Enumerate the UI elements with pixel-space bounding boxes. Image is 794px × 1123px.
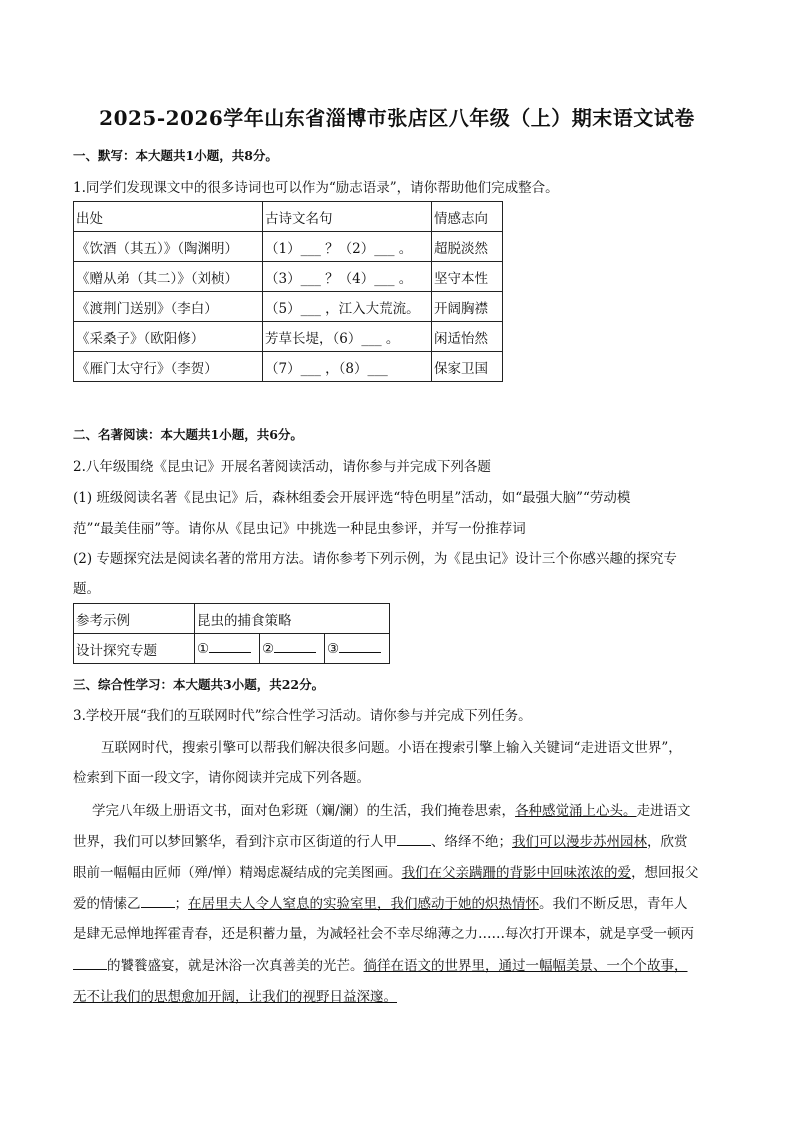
cell-emotion: 开阔胸襟 xyxy=(432,292,503,322)
cell-source: 《渡荆门送别》（李白） xyxy=(74,292,263,322)
underlined-sentence: 我们可以漫步苏州园林 xyxy=(512,834,647,850)
example-value: 昆虫的捕食策略 xyxy=(195,604,390,634)
cell-emotion: 闲适怡然 xyxy=(432,322,503,352)
passage-text: 走进语文 xyxy=(636,803,691,819)
section1-heading: 一、默写：本大题共1小题，共8分。 xyxy=(73,148,278,163)
cell-quote: 芳草长堤，（6）___ 。 xyxy=(263,322,432,352)
passage-text: 学完八年级上册语文书，面对色彩斑（斓/澜）的生活，我们掩卷思索， xyxy=(92,803,516,819)
passage-text: 的饕餮盛宴，就是沐浴一次真善美的光芒。 xyxy=(107,958,364,974)
topic-marker: ① xyxy=(197,641,210,657)
header-quote: 古诗文名句 xyxy=(263,202,432,232)
passage-text: 世界，我们可以梦回繁华，看到汴京市区街道的行人甲 xyxy=(73,834,397,850)
topic-cell[interactable] xyxy=(325,634,390,664)
passage-text: ，想回报父 xyxy=(631,865,699,881)
table-row xyxy=(74,352,503,382)
table-row xyxy=(74,604,390,634)
table-row xyxy=(74,262,503,292)
cell-quote: （7）___ ，（8）___ xyxy=(263,352,432,382)
table-header-row xyxy=(74,202,503,232)
cell-quote: （1）___ ？（2）___ 。 xyxy=(263,232,432,262)
underlined-sentence: 各种感觉涌上心头。 xyxy=(515,803,637,819)
underlined-sentence: 我们在父亲蹒跚的背影中回味浓浓的爱 xyxy=(401,865,632,881)
cell-source: 《赠从弟（其二）》（刘桢） xyxy=(74,262,263,292)
passage-line xyxy=(73,861,699,881)
passage-text: 。我们不断反思，青年人 xyxy=(539,896,688,912)
underlined-sentence: 在居里夫人令人窒息的实验室里，我们感动于她的炽热情怀 xyxy=(188,896,539,912)
exam-title: 2025-2026学年山东省淄博市张店区八年级（上）期末语文试卷 xyxy=(99,106,695,130)
cell-source: 《雁门太守行》（李贺） xyxy=(74,352,263,382)
topic-marker: ② xyxy=(262,641,275,657)
passage-text: 、络绎不绝； xyxy=(431,834,512,850)
answer-blank[interactable] xyxy=(209,640,251,653)
passage-text: ，欣赏 xyxy=(647,834,688,850)
answer-blank[interactable] xyxy=(339,640,381,653)
cell-emotion: 保家卫国 xyxy=(432,352,503,382)
item1-line2: 范”“最美佳丽”等。请你从《昆虫记》中挑选一种昆虫参评，并写一份推荐词 xyxy=(73,521,526,537)
answer-blank[interactable] xyxy=(73,957,107,970)
cell-quote: （5）___ ，江入大荒流。 xyxy=(263,292,432,322)
passage-line xyxy=(73,892,688,912)
underlined-sentence: 无不让我们的思想愈加开阔，让我们的视野日益深邃。 xyxy=(73,989,397,1005)
topic-cell[interactable] xyxy=(195,634,260,664)
poetry-table xyxy=(73,201,503,382)
topic-table xyxy=(73,603,390,664)
question2-text: 2.八年级围绕《昆虫记》开展名著阅读活动，请你参与并完成下列各题 xyxy=(73,459,491,475)
passage-text: 爱的情愫乙 xyxy=(73,896,141,912)
question3-text: 3.学校开展“我们的互联网时代”综合性学习活动。请你参与并完成下列任务。 xyxy=(73,708,532,724)
example-label: 参考示例 xyxy=(74,604,195,634)
cell-source: 《采桑子》（欧阳修） xyxy=(74,322,263,352)
design-label: 设计探究专题 xyxy=(74,634,195,664)
passage-line xyxy=(92,799,691,819)
item2-line2: 题。 xyxy=(73,581,100,597)
header-emotion: 情感志向 xyxy=(432,202,503,232)
table-row xyxy=(74,322,503,352)
question1-text: 1.同学们发现课文中的很多诗词也可以作为“励志语录”，请你帮助他们完成整合。 xyxy=(73,180,559,196)
section3-heading: 三、综合性学习：本大题共3小题，共22分。 xyxy=(73,677,325,692)
cell-quote: （3）___ ？（4）___ 。 xyxy=(263,262,432,292)
topic-cell[interactable] xyxy=(260,634,325,664)
header-source: 出处 xyxy=(74,202,263,232)
answer-blank[interactable] xyxy=(397,833,431,846)
underlined-sentence: 徜徉在语文的世界里，通过一幅幅美景、一个个故事， xyxy=(363,958,688,974)
cell-source: 《饮酒（其五）》（陶渊明） xyxy=(74,232,263,262)
topic-marker: ③ xyxy=(327,641,340,657)
cell-emotion: 超脱淡然 xyxy=(432,232,503,262)
intro-line1: 互联网时代，搜索引擎可以帮我们解决很多问题。小语在搜索引擎上输入关键词“走进语文世界”， xyxy=(101,740,682,756)
table-row xyxy=(74,292,503,322)
cell-emotion: 坚守本性 xyxy=(432,262,503,292)
table-row xyxy=(74,634,390,664)
item1-line1: (1) 班级阅读名著《昆虫记》后，森林组委会开展评选“特色明星”活动，如“最强大脑”“劳动模 xyxy=(73,490,631,506)
passage-line xyxy=(73,830,688,850)
passage-line: 是肆无忌惮地挥霍青春，还是积蓄力量，为减轻社会不幸尽绵薄之力……每次打开课本，就是享受一顿丙 xyxy=(73,926,694,942)
intro-line2: 检索到下面一段文字，请你阅读并完成下列各题。 xyxy=(73,770,370,786)
table-row xyxy=(74,232,503,262)
answer-blank[interactable] xyxy=(274,640,316,653)
passage-line xyxy=(73,954,688,974)
passage-text: 眼前一幅幅由匠师（殚/惮）精竭虑凝结成的完美图画。 xyxy=(73,865,402,881)
item2-line1: (2) 专题探究法是阅读名著的常用方法。请你参考下列示例，为《昆虫记》设计三个你感兴趣的探究专 xyxy=(73,551,677,567)
section2-heading: 二、名著阅读：本大题共1小题，共6分。 xyxy=(73,427,303,442)
answer-blank[interactable] xyxy=(141,895,175,908)
passage-text: ； xyxy=(174,896,188,912)
